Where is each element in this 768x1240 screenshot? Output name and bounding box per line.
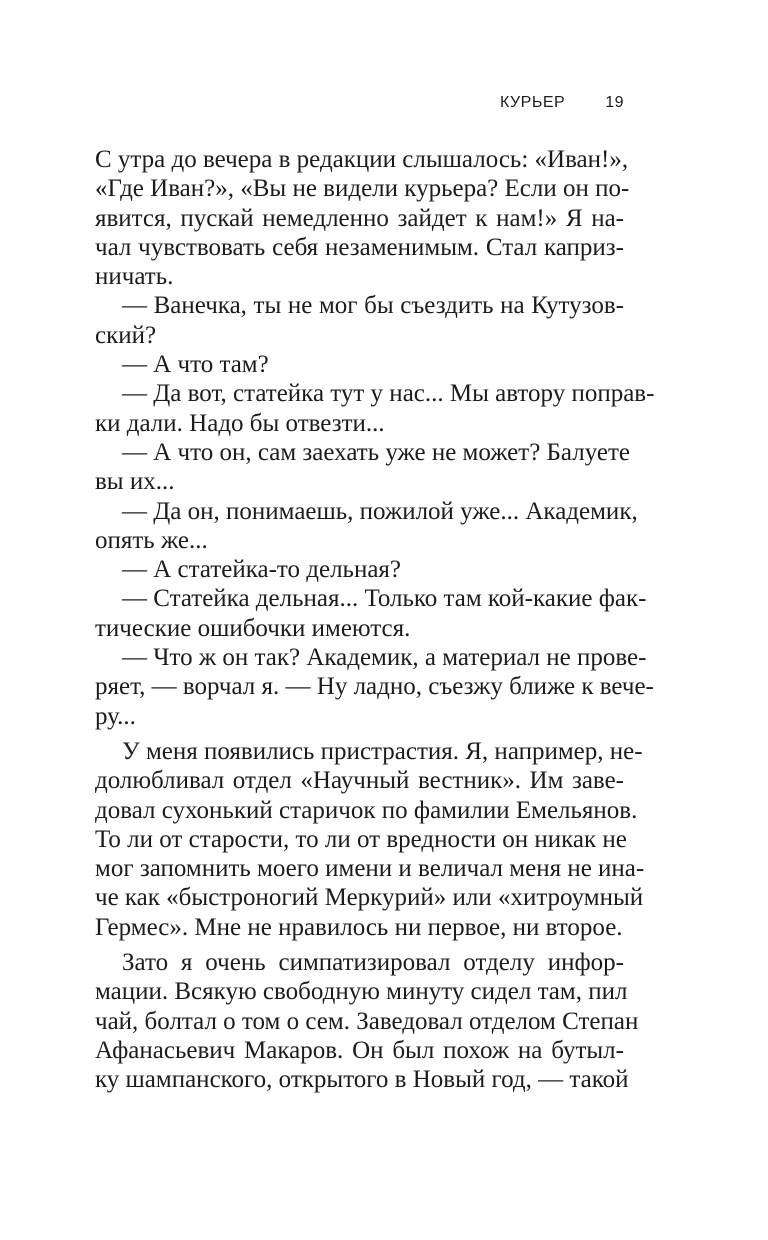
text-line: — Ванечка, ты не мог бы съездить на Кутузов- [122,292,624,320]
text-line: — А что он, сам заехать уже не может? Балуете [122,438,630,466]
text-line: — Да вот, статейка тут у нас... Мы автору поправ- [122,380,655,408]
text-line: — А что там? [122,351,269,379]
text-line: явится, пускай немедленно зайдет к нам!» Я на- [95,204,624,232]
running-header [500,94,624,118]
text-line: — Да он, понимаешь, пожилой уже... Академик, [122,497,638,525]
text-line: опять же... [95,526,208,554]
text-line: — Статейка дельная... Только там кой-какие фак- [122,585,647,613]
chapter-title: КУРЬЕР [500,94,566,111]
text-line: ряет, — ворчал я. — Ну ладно, съезжу ближе к вече- [95,673,654,701]
text-line: ничать. [95,263,174,291]
text-line: ки дали. Надо бы отвезти... [95,409,385,437]
text-line: мации. Всякую свободную минуту сидел там, пил [95,978,628,1006]
text-line: довал сухонький старичок по фамилии Емельянов. [95,796,638,824]
page-number: 19 [605,94,624,111]
text-line: «Где Иван?», «Вы не видели курьера? Если он по- [95,175,630,203]
text-line: С утра до вечера в редакции слышалось: «Иван!», [95,146,629,173]
text-line: чай, болтал о том о сем. Заведовал отделом Степан [95,1007,639,1035]
text-line: Зато я очень симпатизировал отделу инфор- [122,949,624,977]
text-line: У меня появились пристрастия. Я, например, не- [122,737,643,765]
body-text [95,145,655,1095]
text-line: — Что ж он так? Академик, а материал не прове- [122,644,647,672]
text-line: тические ошибочки имеются. [95,614,411,642]
text-line: ру... [95,702,136,730]
text-line: Гермес». Мне не нравилось ни первое, ни второе. [95,913,623,941]
text-line: че как «быстроногий Меркурий» или «хитроумный [95,884,644,912]
text-line: — А статейка-то дельная? [122,556,402,584]
text-line: ку шампанского, открытого в Новый год, — такой [95,1066,629,1094]
text-line: вы их... [95,468,175,496]
text-line: ский? [95,321,157,349]
text-line: долюбливал отдел «Научный вестник». Им заве- [95,767,624,795]
text-line: То ли от старости, то ли от вредности он никак не [95,825,627,853]
text-line: чал чувствовать себя незаменимым. Стал каприз- [95,233,624,261]
text-line: мог запомнить моего имени и величал меня не ина- [95,855,645,883]
text-line: Афанасьевич Макаров. Он был похож на бутыл- [95,1036,624,1064]
